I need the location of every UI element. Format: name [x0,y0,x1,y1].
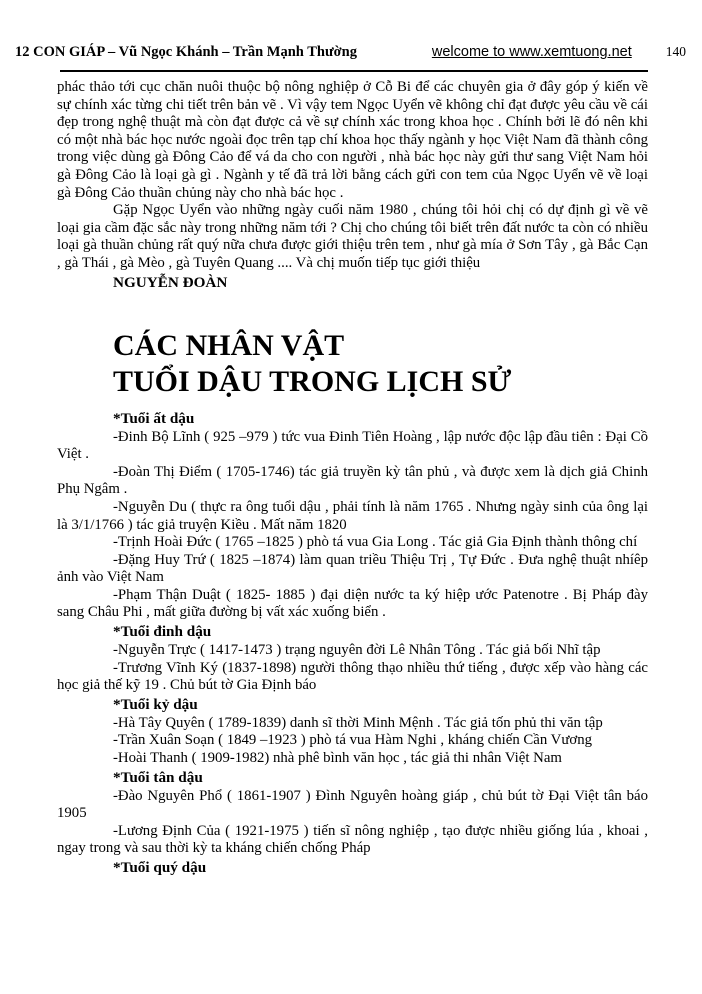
section-item: -Nguyễn Du ( thực ra ông tuổi dậu , phải tính là năm 1765 . Nhưng ngày sinh của ông lại là 3/1/1766 ) tác giả truyện Kiều . Mất năm 1820 [57,498,648,533]
page-number: 140 [665,44,686,59]
sections [57,409,648,878]
section-item: -Hà Tây Quyên ( 1789-1839) danh sĩ thời Minh Mệnh . Tác giả tốn phủ thi văn tập [113,714,603,731]
section-item: -Đinh Bộ Lĩnh ( 925 –979 ) tức vua Đinh Tiên Hoàng , lập nước độc lập đầu tiên : Đại Cồ Việt . [57,428,648,463]
body-paragraph: phác thảo tới cục chăn nuôi thuộc bộ nông nghiệp ở Cỗ Bi để các chuyên gia ở đây góp ý kiến về sự chính xác từng chi tiết trên bản vẽ . Vì vậy tem Ngọc Uyển vẽ không chỉ đạt được yêu cầu về cái đẹp trong nghệ thuật mà còn đạt được cả về sự chính xác trong khoa học . Chính bởi lẽ đó nên khi có một nhà bác học nước ngoài đọc trên tạp chí khoa học thấy ngành y học Việt Nam đã thành công trong việc dùng gà Đông Cảo để vá da cho con người , nhà bác học này gửi thư sang Việt Nam hỏi gà Đông Cảo là loại gà gì . Ngành y tế đã trả lời bằng cách gửi con tem của Ngọc Uyển vẽ về loại gà Đông Cảo thuần chủng này cho nhà bác học . [57,79,648,201]
section-item: -Trương Vĩnh Ký (1837-1898) người thông thạo nhiều thứ tiếng , được xếp vào hàng các học giả thế kỹ 19 . Chủ bút tờ Gia Định báo [57,659,648,694]
page-body [57,79,648,878]
article-title-line1: CÁC NHÂN VẬT [113,328,345,362]
section-item: -Đoàn Thị Điểm ( 1705-1746) tác giả truyền kỳ tân phủ , và được xem là dịch giả Chinh Phụ Ngâm . [57,463,648,498]
page-header [15,44,686,61]
section-heading: *Tuổi kỷ dậu [113,695,198,713]
section-item: -Lương Định Của ( 1921-1975 ) tiến sĩ nông nghiệp , tạo được nhiều giống lúa , khoai , ngay trong và sau thời kỳ ta kháng chiến chống Pháp [57,822,648,857]
section-item: -Phạm Thận Duật ( 1825- 1885 ) đại diện nước ta ký hiệp ước Patenotre . Bị Pháp đày sang Châu Phi , mất giữa đường bị vất xác xuống biển . [57,586,648,621]
book-title: 12 CON GIÁP – Vũ Ngọc Khánh – Trần Mạnh Thường [15,44,357,60]
section-item: -Trịnh Hoài Đức ( 1765 –1825 ) phò tá vua Gia Long . Tác giả Gia Định thành thông chí [113,534,638,551]
section-heading: *Tuổi đinh dậu [113,623,212,641]
section-item: -Hoài Thanh ( 1909-1982) nhà phê bình văn học , tác giả thi nhân Việt Nam [113,750,562,767]
author-name: NGUYỄN ĐOÀN [113,273,228,291]
section-item: -Trần Xuân Soạn ( 1849 –1923 ) phò tá vua Hàm Nghi , kháng chiến Cần Vương [113,732,593,749]
section-heading: *Tuổi ất dậu [113,409,195,427]
header-divider [60,70,648,72]
section-heading: *Tuổi quý dậu [113,859,207,876]
article-title-line2: TUỔI DẬU TRONG LỊCH SỬ [113,365,512,399]
section-heading: *Tuổi tân dậu [113,768,203,786]
section-item: -Đặng Huy Trứ ( 1825 –1874) làm quan triều Thiệu Trị , Tự Đức . Đưa nghệ thuật nhíêp ảnh vào Việt Nam [57,551,648,586]
section-item: -Đào Nguyên Phổ ( 1861-1907 ) Đình Nguyên hoàng giáp , chủ bút tờ Đại Việt tân báo 1905 [57,787,648,822]
article-title [113,328,648,401]
website-link[interactable]: welcome to www.xemtuong.net [431,44,632,60]
body-paragraph: Gặp Ngọc Uyển vào những ngày cuối năm 1980 , chúng tôi hỏi chị có dự định gì về vẽ loại gia cầm đặc sắc này trong những năm tới ? Chị cho chúng tôi biết trên đất nước ta còn có nhiều loại gà thuần chủng rất quý nữa chưa được giới thiệu trên tem , như gà mía ở Sơn Tây , gà Bắc Cạn , gà Thái , gà Mèo , gà Tuyên Quang .... Và chị muốn tiếp tục giới thiệu [57,202,648,271]
section-item: -Nguyễn Trực ( 1417-1473 ) trạng nguyên đời Lê Nhân Tông . Tác giả bối Nhĩ tập [113,642,601,659]
